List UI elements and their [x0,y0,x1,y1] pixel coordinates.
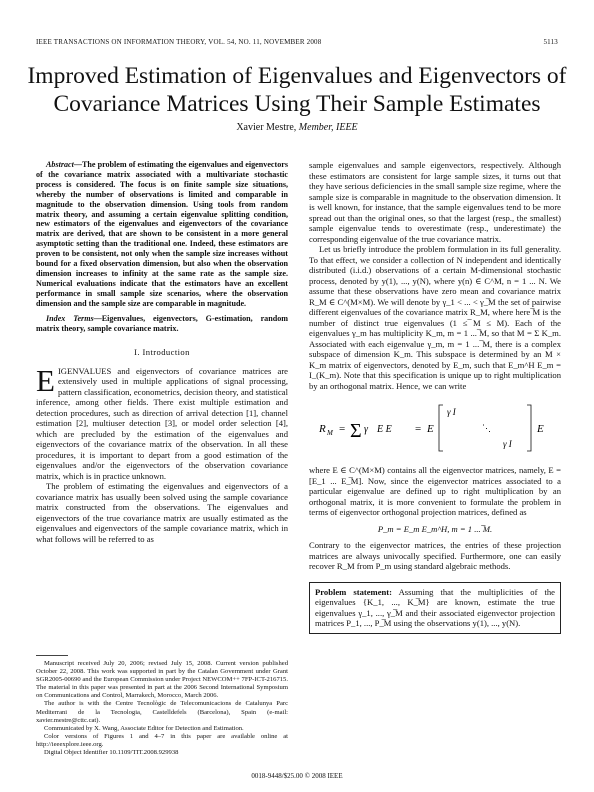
index-terms-label: Index Terms [46,313,94,323]
index-terms-text: —Eigenvalues, eigenvectors, G-estimation, random matrix theory, sample covariance matrix. [36,313,288,333]
svg-text:⋱: ⋱ [482,423,491,433]
abstract-label: Abstract [46,160,74,169]
svg-text:E E: E E [377,424,392,435]
author-role: Member, IEEE [298,122,358,133]
footnote: Digital Object Identifier 10.1109/TIT.2008.929938 [44,749,179,757]
abstract-text: —The problem of estimating the eigenvalues and eigenvectors of the covariance matrix associated with a multivariate stochastic process is considered. The focus is on finite sample size situations, whereby the number of observations is limited and comparable in magnitude to the observation dimension. Using tools from random matrix theory, and assuming a certain eigenvalue splitting condition, new estimators of the eigenvalues and eigenvectors of the covariance matrix are derived, that are shown to be consistent in a more general asymptotic setting than the traditional one. Indeed, these estimators are proven to be consistent, not only when the sample size increases without bound for a fixed observation dimension, but also when the observation dimension increases to infinity at the same rate as the sample size. Numerical evaluations indicate that the estimators have an excellent performance in small sample size scenarios, where the observation dimension and the sample size are comparable in magnitude. [36,160,288,308]
footnote: Communicated by X. Wang, Associate Editor for Detection and Estimation. [44,724,244,732]
svg-text:Σ: Σ [350,420,362,442]
equation-1 [309,399,561,457]
svg-text:γ I: γ I [447,407,456,417]
right-paragraph-3: where E ∈ C^(M×M) contains all the eigenvector matrices, namely, E = [E_1 ... E_̅M]. Now, since the eigenvector matrices associated to a particular eigenvalue are defined up to right multiplication by an orthogonal matrix, it is more convenient to formulate the problem in terms of eigenvector orthogonal projection matrices, defined as [309,465,561,517]
svg-text:E: E [427,423,434,435]
svg-text:E: E [537,423,544,435]
left-column [36,160,288,544]
right-paragraph-1: sample eigenvalues and sample eigenvectors, respectively. Although these estimators are consistent for large sample sizes, it turns out that they have serious deficiencies in the small sample size regime, where the sample size is comparable in magnitude to the observation dimension. It is well known, for instance, that the sample eigenvalues tend to be more spread out than the original ones, so that the largest (resp., the smallest) sample eigenvalue tends to overestimate (resp., underestimate) the corresponding eigenvalue of the true covariance matrix. [309,160,561,244]
intro-paragraph-1 [36,362,288,482]
intro-paragraph-1-text: IGENVALUES and eigenvectors of covariance matrices are extensively used in multiple applications of signal processing, pattern classification, econometrics, decision theory, and statistical inference, among other fields. There exist multiple estimation and detection procedures, such as direction of arrival detection [1], channel estimation [2], multiuser detection [3], or model order selection [4], which are precluded by the estimation of the eigenvalues and eigenvectors of the covariance matrix of the observation. In all these procedures, it is important to depart from a good estimation of the eigenvalues and/or the eigenvectors of the observation covariance matrix, which is in practice unknown. [36,365,288,481]
abstract [36,160,288,309]
equation-1-graphic [315,399,555,457]
index-terms [36,314,288,334]
right-paragraph-2: Let us briefly introduce the problem formulation in its full generality. To that effect, we consider a collection of N independent and identically distributed (i.i.d.) observations of a certain M-dimensional stochastic process, denoted by y(1), ..., y(N), where y(n) ∈ C^M, n = 1 ... N. We assume that these observations have zero mean and covariance matrix R_M ∈ C^(M×M). We will denote by γ_1 < ... < γ_̅M the set of pairwise different eigenvalues of the covariance matrix R_M, where here ̅M is the number of distinct true eigenvalues (1 ≤ ̅M ≤ M). Each of the eigenvalues γ_m has multiplicity K_m, m = 1 ... ̅M, so that M = Σ K_m. Associated with each eigenvalue γ_m, m = 1 ... ̅M, there is a complex subspace of dimension K_m. This subspace is determined by an M × K_m matrix of eigenvectors, denoted by E_m, such that E_m^H E_m = I_(K_m). Note that this specification is unique up to right multiplication by an orthogonal matrix. Hence, we can write [309,244,561,391]
problem-statement-label: Problem statement: [315,586,393,597]
svg-text:M: M [327,429,333,437]
intro-paragraph-2: The problem of estimating the eigenvalues and eigenvectors of a covariance matrix has usually been solved using the sample covariance matrix constructed from the observations. The eigenvalues and eigenvectors of the true covariance matrix are usually estimated as the eigenvalues and eigenvectors of the sample covariance matrix, which in what follows will be referred to as [36,481,288,544]
svg-text:R: R [319,423,326,435]
svg-text:=: = [415,423,422,435]
right-paragraph-4: Contrary to the eigenvector matrices, the entries of these projection matrices are always univocally specified. Furthermore, one can easily recover R_M from P_m using standard algebraic methods. [309,540,561,571]
equation-2: P_m = E_m E_m^H, m = 1 ... ̅M. [377,523,493,534]
svg-text:γ I: γ I [503,439,512,449]
footnote: Manuscript received July 20, 2006; revised July 15, 2008. Current version published October 22, 2008. This work was supported in part by the Catalan Government under Grant SGR2005-00690 and the European Commission under Project NEWCOM++ 7FP-ICT-216715. The material in this paper was presented in part at the 2006 Second International Symposium on Communications and Control, Marrakech, Morocco, March 2006. [36,660,288,700]
page-number: 5113 [543,38,558,46]
journal-header: IEEE TRANSACTIONS ON INFORMATION THEORY, VOL. 54, NO. 11, NOVEMBER 2008 [36,38,322,46]
footnote: Color versions of Figures 1 and 4–7 in this paper are available online at http://ieeexplore.ieee.org. [36,732,288,748]
author-line [0,122,594,133]
paper-title: Improved Estimation of Eigenvalues and Eigenvectors of Covariance Matrices Using Their Sample Estimates [27,63,567,117]
svg-text:=: = [339,423,346,435]
footnote: The author is with the Centre Tecnològic de Telecomunicacions de Catalunya Parc Mediterrani de la Tecnologia, Castelldefels (Barcelona), Spain (e-mail: xavier.mestre@cttc.cat). [36,700,288,724]
section-heading: I. Introduction [134,347,190,358]
problem-statement-box [309,582,561,634]
svg-text:γ: γ [364,424,368,435]
footnote-rule [36,655,68,656]
drop-cap: E [36,362,55,398]
right-column [309,160,561,634]
copyright-footer: 0018-9448/$25.00 © 2008 IEEE [251,772,343,780]
footnotes [36,660,288,757]
author-name: Xavier Mestre, [236,122,297,133]
problem-statement-text: Assuming that the multiplicities of the eigenvalues {K_1, ..., K_̅M} are known, estimate the true eigenvalues γ_1, ..., γ_̅M and their associated eigenvector projection matrices P_1, ..., P_̅M using the observations y(1), ..., y(N). [315,586,555,628]
